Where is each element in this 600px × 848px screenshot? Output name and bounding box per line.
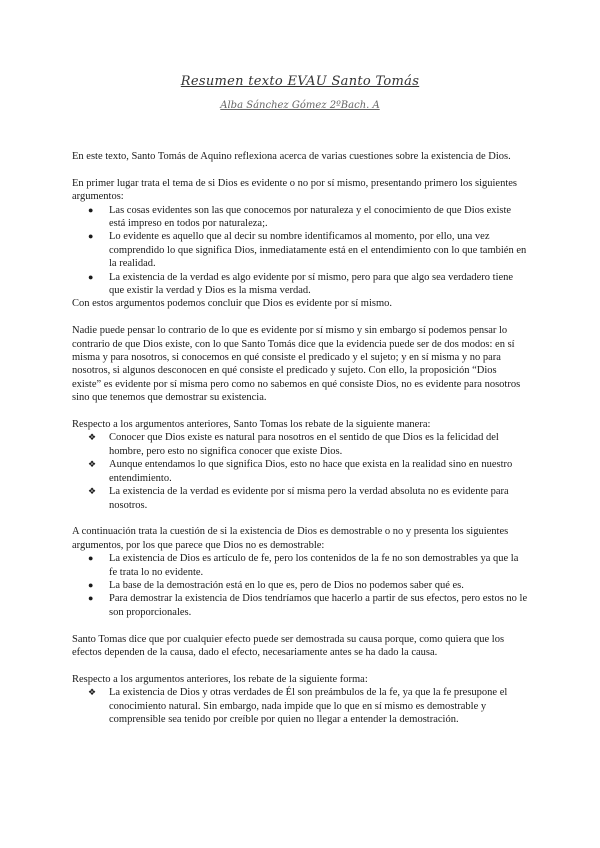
list-item-text: La existencia de Dios es artículo de fe, pero los contenidos de la fe no son demostrables ya que la fe trata lo no evidente. bbox=[109, 553, 519, 578]
bullet-dot-icon: ● bbox=[88, 579, 94, 590]
paragraph: Respecto a los argumentos anteriores, Santo Tomas los rebate de la siguiente manera: bbox=[72, 419, 431, 431]
list-item-text: Conocer que Dios existe es natural para nosotros en el sentido de que Dios es la felicidad del hombre, pero esto no significa conocer que existe Dios. bbox=[109, 432, 499, 457]
list-item bbox=[72, 485, 528, 512]
list-item bbox=[72, 431, 528, 458]
list-item-text: Para demostrar la existencia de Dios tendríamos que hacerlo a partir de sus efectos, pero estos no le son proporcionales. bbox=[109, 593, 528, 618]
bullet-diamond-icon: ❖ bbox=[88, 687, 97, 698]
list-item-text: La existencia de la verdad es evidente por sí misma pero la verdad absoluta no es evidente para nosotros. bbox=[109, 486, 509, 511]
list-item-text: La base de la demostración está en lo que es, pero de Dios no podemos saber qué es. bbox=[109, 579, 464, 591]
list-item-text: Las cosas evidentes son las que conocemos por naturaleza y el conocimiento de que Dios existe está impreso en todos por naturaleza;. bbox=[109, 204, 512, 230]
paragraph: Con estos argumentos podemos concluir que Dios es evidente por sí mismo. bbox=[72, 298, 393, 310]
document-body bbox=[72, 150, 528, 740]
bullet-dot-icon: ● bbox=[88, 204, 94, 215]
bullet-diamond-icon: ❖ bbox=[88, 486, 97, 497]
paragraph: Respecto a los argumentos anteriores, los rebate de la siguiente forma: bbox=[72, 673, 368, 685]
list-item bbox=[72, 204, 528, 231]
list-item bbox=[72, 271, 528, 298]
list-item-text: La existencia de Dios y otras verdades de Él son preámbulos de la fe, ya que la fe presupone el conocimiento natural. Sin embargo, nada impide que lo que en sí mismo es demostrable y comprensible sea tenido por creíble por quien no llegar a entender la demostración. bbox=[109, 687, 508, 725]
paragraph: En primer lugar trata el tema de si Dios es evidente o no por sí mismo, presentando primero los siguientes argumentos: bbox=[72, 177, 517, 203]
bullet-list bbox=[72, 204, 528, 298]
list-item bbox=[72, 686, 528, 726]
list-item-text: Aunque entendamos lo que significa Dios, esto no hace que exista en la realidad sino en nuestro entendimiento. bbox=[109, 459, 513, 484]
paragraph: En este texto, Santo Tomás de Aquino reflexiona acerca de varias cuestiones sobre la existencia de Dios. bbox=[72, 151, 511, 162]
document-author: Alba Sánchez Gómez 2ºBach. A bbox=[220, 100, 380, 111]
paragraph: A continuación trata la cuestión de si la existencia de Dios es demostrable o no y presenta los siguientes argumentos, por los que parece que Dios no es demostrable: bbox=[72, 526, 509, 551]
list-item bbox=[72, 592, 528, 619]
list-item-text: La existencia de la verdad es algo evidente por sí mismo, pero para que algo sea verdadero tiene que existir la verdad y Dios es la misma verdad. bbox=[109, 271, 514, 297]
bullet-dot-icon: ● bbox=[88, 271, 94, 282]
list-item bbox=[72, 552, 528, 579]
bullet-list bbox=[72, 431, 528, 511]
bullet-diamond-icon: ❖ bbox=[88, 432, 97, 443]
list-item bbox=[72, 579, 528, 592]
bullet-list bbox=[72, 686, 528, 726]
list-item-text: Lo evidente es aquello que al decir su nombre identificamos al momento, por ello, una vez comprendido lo que significa Dios, inmediatamente está en el entendimiento con lo que también en la realidad. bbox=[109, 231, 527, 270]
paragraph: Santo Tomas dice que por cualquier efecto puede ser demostrada su causa porque, como quiera que los efectos dependen de la causa, dado el efecto, necesariamente antes se ha dado la causa. bbox=[72, 633, 505, 658]
bullet-diamond-icon: ❖ bbox=[88, 459, 97, 470]
bullet-dot-icon: ● bbox=[88, 553, 94, 564]
document-title: Resumen texto EVAU Santo Tomás bbox=[180, 74, 420, 89]
list-item bbox=[72, 458, 528, 485]
bullet-dot-icon: ● bbox=[88, 593, 94, 604]
bullet-dot-icon: ● bbox=[88, 231, 94, 242]
paragraph: Nadie puede pensar lo contrario de lo que es evidente por sí mismo y sin embargo sí podemos pensar lo contrario de que Dios existe, con lo que Santo Tomás dice que la evidencia puede ser de dos modos: en sí misma y para nosotros, si conocemos en qué consiste el predicado y el sujeto; y en sí misma y no para nosotros, si algunos desconocen en qué consiste el predicado y sujeto. Con ello, la proposición “Dios existe” es evidente por sí misma pero como no sabemos en qué consiste Dios, no es evidente para nosotros sino que tenemos que demostrar su existencia. bbox=[72, 325, 521, 404]
bullet-list bbox=[72, 552, 528, 619]
list-item bbox=[72, 230, 528, 270]
